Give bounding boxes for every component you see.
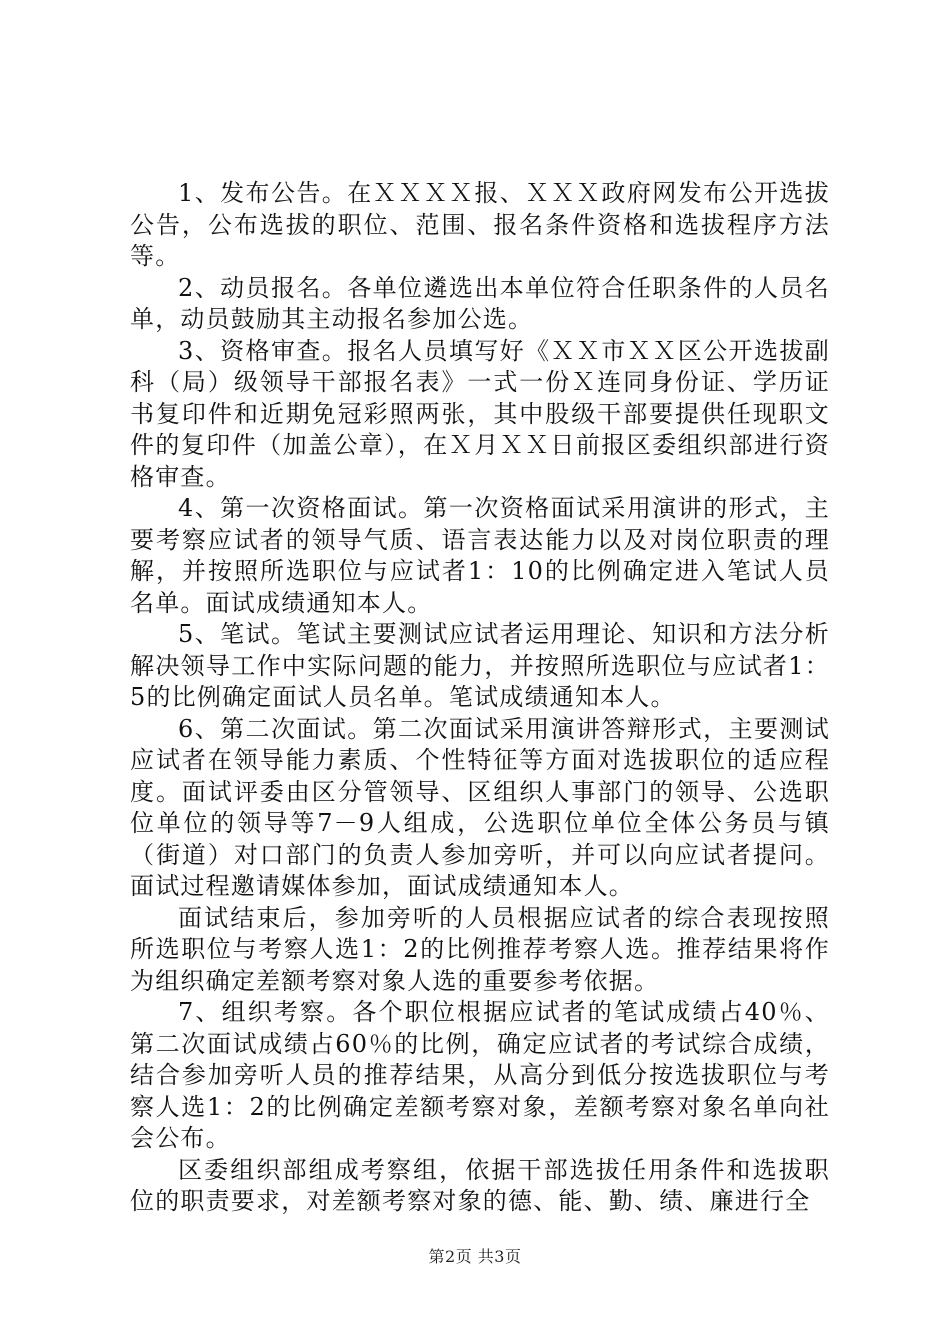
paragraph-6: 6、第二次面试。第二次面试采用演讲答辩形式，主要测试应试者在领导能力素质、个性特征等方面对选拔职位的适应程度。面试评委由区分管领导、区组织人事部门的领导、公选职位单位的领导等7－9人组成，公选职位单位全体公务员与镇（街道）对口部门的负责人参加旁听，并可以向应试者提问。面试过程邀请媒体参加，面试成绩通知本人。 [130,714,830,900]
paragraph-7: 面试结束后，参加旁听的人员根据应试者的综合表现按照所选职位与考察人选1：2的比例推荐考察人选。推荐结果将作为组织确定差额考察对象人选的重要参考依据。 [130,903,830,995]
paragraph-4: 4、第一次资格面试。第一次资格面试采用演讲的形式，主要考察应试者的领导气质、语言表达能力以及对岗位职责的理解，并按照所选职位与应试者1：10的比例确定进入笔试人员名单。面试成绩通知本人。 [130,494,830,617]
paragraph-5: 5、笔试。笔试主要测试应试者运用理论、知识和方法分析解决领导工作中实际问题的能力，并按照所选职位与应试者1：5的比例确定面试人员名单。笔试成绩通知本人。 [130,620,830,711]
paragraph-2: 2、动员报名。各单位遴选出本单位符合任职条件的人员名单，动员鼓励其主动报名参加公选。 [130,273,830,333]
paragraph-1: 1、发布公告。在ＸＸＸＸ报、ＸＸＸ政府网发布公开选拔公告，公布选拔的职位、范围、报名条件资格和选拔程序方法等。 [130,179,830,270]
page-number-footer: 第2页 共3页 [428,1247,522,1266]
document-body [130,178,830,1218]
paragraph-3: 3、资格审查。报名人员填写好《ＸＸ市ＸＸ区公开选拔副科（局）级领导干部报名表》一式一份Ｘ连同身份证、学历证书复印件和近期免冠彩照两张，其中股级干部要提供任现职文件的复印件（加盖公章），在Ｘ月ＸＸ日前报区委组织部进行资格审查。 [130,336,830,491]
paragraph-8: 7、组织考察。各个职位根据应试者的笔试成绩占40％、第二次面试成绩占60％的比例，确定应试者的考试综合成绩，结合参加旁听人员的推荐结果，从高分到低分按选拔职位与考察人选1：2的比例确定差额考察对象，差额考察对象名单向社会公布。 [130,998,830,1152]
paragraph-9: 区委组织部组成考察组，依据干部选拔任用条件和选拔职位的职责要求，对差额考察对象的德、能、勤、绩、廉进行全 [130,1155,830,1215]
